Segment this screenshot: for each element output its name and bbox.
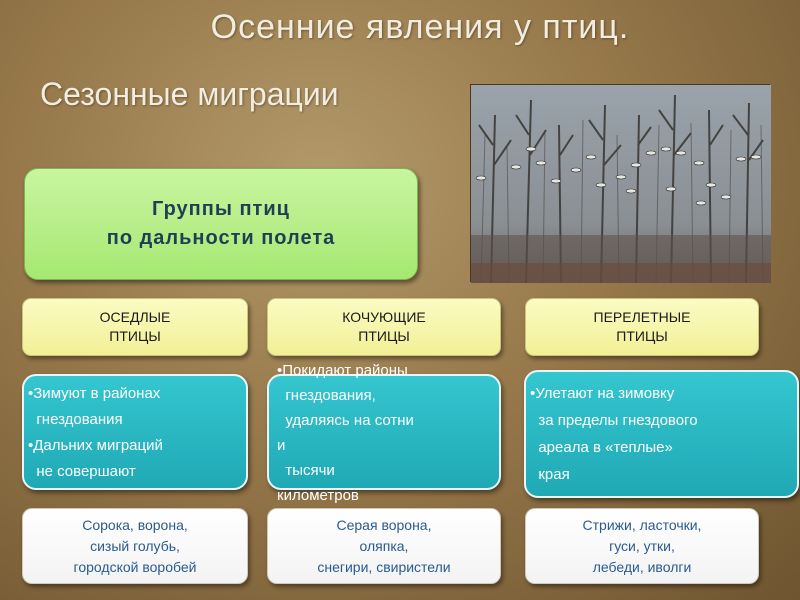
- description-line: •Дальних миграций: [28, 437, 163, 454]
- nomadic-birds-title-2: ПТИЦЫ: [358, 328, 410, 344]
- description-line: ареала в «теплые»: [530, 439, 673, 456]
- sedentary-birds-description: [22, 374, 248, 490]
- sedentary-birds-header: [22, 298, 248, 356]
- migratory-birds-header: [525, 298, 759, 356]
- example-line: лебеди, иволги: [592, 558, 692, 575]
- slide-subtitle: Сезонные миграции: [40, 76, 339, 112]
- bird-groups-line2: по дальности полета: [106, 227, 336, 249]
- description-line: гнездования: [28, 411, 123, 428]
- description-line: километров: [277, 487, 359, 504]
- example-line: городской воробей: [73, 558, 197, 575]
- description-line: •Покидают районы: [277, 362, 408, 379]
- description-line: гнездования,: [277, 387, 376, 404]
- bird-groups-box: [24, 168, 418, 280]
- example-line: снегири, свиристели: [317, 558, 451, 575]
- sedentary-birds-examples: [22, 508, 248, 584]
- example-line: сизый голубь,: [90, 537, 180, 554]
- sedentary-birds-title-1: ОСЕДЛЫЕ: [99, 309, 171, 325]
- migratory-birds-examples: [525, 508, 759, 584]
- description-line: удаляясь на сотни: [277, 412, 414, 429]
- example-line: Стрижи, ласточки,: [582, 516, 702, 533]
- bird-groups-line1: Группы птиц: [152, 198, 290, 220]
- migratory-birds-description: [524, 370, 799, 498]
- example-line: гуси, утки,: [609, 537, 675, 554]
- migratory-birds-title-2: ПТИЦЫ: [616, 328, 668, 344]
- nomadic-birds-title-1: КОЧУЮЩИЕ: [342, 309, 426, 325]
- description-line: тысячи: [277, 462, 335, 479]
- description-line: •Улетают на зимовку: [530, 385, 675, 402]
- sedentary-birds-title-2: ПТИЦЫ: [109, 328, 161, 344]
- description-line: не совершают: [28, 463, 136, 480]
- nomadic-birds-description: [267, 362, 501, 504]
- slide-title: Осенние явления у птиц.: [210, 8, 630, 46]
- description-line: края: [530, 466, 570, 483]
- description-line: •Зимуют в районах: [28, 385, 161, 402]
- example-line: оляпка,: [359, 537, 409, 554]
- migrating-birds-photo: [470, 84, 770, 282]
- migratory-birds-title-1: ПЕРЕЛЕТНЫЕ: [593, 309, 691, 325]
- example-line: Серая ворона,: [336, 516, 432, 533]
- nomadic-birds-examples: [267, 508, 501, 584]
- example-line: Сорока, ворона,: [82, 516, 188, 533]
- description-line: за пределы гнездового: [530, 412, 698, 429]
- nomadic-birds-header: [267, 298, 501, 356]
- description-line: и: [277, 437, 286, 454]
